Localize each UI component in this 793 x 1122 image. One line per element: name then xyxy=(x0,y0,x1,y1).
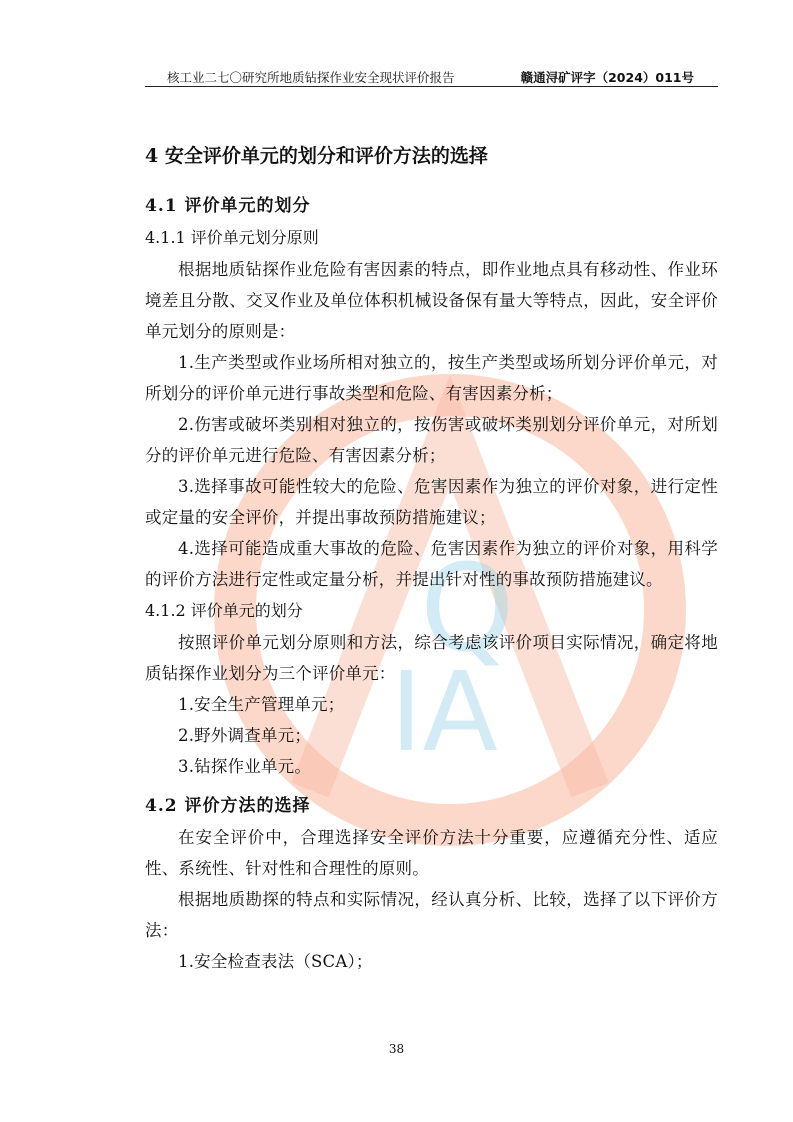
paragraph: 按照评价单元划分原则和方法，综合考虑该评价项目实际情况，确定将地质钻探作业划分为三个评价单元： xyxy=(145,633,718,683)
subsection-title-4-1-1: 4.1.1 评价单元划分原则 xyxy=(145,228,319,247)
page-number: 38 xyxy=(388,1042,405,1056)
paragraph: 2.伤害或破坏类别相对独立的，按伤害或破坏类别划分评价单元，对所划分的评价单元进行危险、有害因素分析； xyxy=(145,415,718,465)
svg-text:Q: Q xyxy=(420,540,515,679)
page-header xyxy=(145,66,718,87)
list-item: 1.安全检查表法（SCA）； xyxy=(178,952,373,971)
list-item: 3.钻探作业单元。 xyxy=(178,757,312,776)
section-title-4-2: 4.2 评价方法的选择 xyxy=(145,796,311,816)
subsection-title-4-1-2: 4.1.2 评价单元的划分 xyxy=(145,601,303,620)
report-number: 赣通浔矿评字（2024）011号 xyxy=(520,70,694,85)
paragraph: 1.生产类型或作业场所相对独立的，按生产类型或场所划分评价单元，对所划分的评价单元进行事故类型和危险、有害因素分析； xyxy=(145,353,718,403)
report-title: 核工业二七〇研究所地质钻探作业安全现状评价报告 xyxy=(167,70,455,85)
paragraph: 3.选择事故可能性较大的危险、危害因素作为独立的评价对象，进行定性或定量的安全评价，并提出事故预防措施建议； xyxy=(145,477,718,527)
paragraph: 根据地质钻探作业危险有害因素的特点，即作业地点具有移动性、作业环境差且分散、交叉作业及单位体积机械设备保有量大等特点，因此，安全评价单元划分的原则是： xyxy=(145,260,718,341)
section-title-4-1: 4.1 评价单元的划分 xyxy=(145,196,311,216)
chapter-title: 4 安全评价单元的划分和评价方法的选择 xyxy=(145,145,488,167)
document-body xyxy=(145,140,718,977)
paragraph: 在安全评价中，合理选择安全评价方法十分重要，应遵循充分性、适应性、系统性、针对性和合理性的原则。 xyxy=(145,828,718,878)
list-item: 1.安全生产管理单元； xyxy=(178,695,345,714)
paragraph: 4.选择可能造成重大事故的危险、危害因素作为独立的评价对象，用科学的评价方法进行定性或定量分析，并提出针对性的事故预防措施建议。 xyxy=(145,539,718,589)
paragraph: 根据地质勘探的特点和实际情况，经认真分析、比较，选择了以下评价方法： xyxy=(145,890,718,940)
list-item: 2.野外调查单元； xyxy=(178,726,312,745)
svg-text:IA: IA xyxy=(390,648,498,776)
